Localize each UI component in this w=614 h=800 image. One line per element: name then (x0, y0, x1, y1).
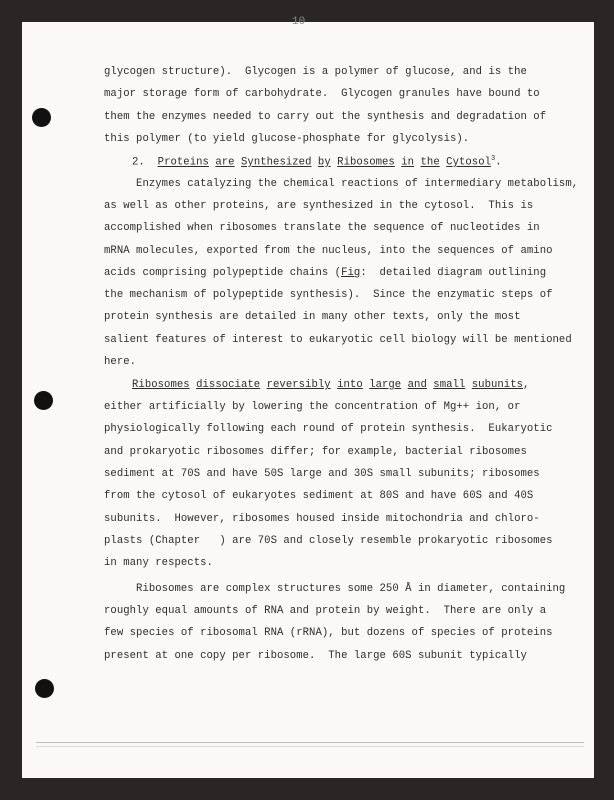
fig-line-post: : detailed diagram outlining (360, 267, 547, 279)
document-page (22, 16, 594, 778)
text-line: as well as other proteins, are synthesized in the cytosol. This is (104, 200, 534, 212)
heading-period: . (495, 156, 502, 169)
text-line: few species of ribosomal RNA (rRNA), but dozens of species of proteins (104, 627, 553, 639)
text-line: from the cytosol of eukaryotes sediment at 80S and have 60S and 40S (104, 490, 534, 502)
ribosome-heading-line (132, 379, 529, 391)
heading-word: Synthesized (241, 156, 312, 169)
text-line: present at one copy per ribosome. The large 60S subunit typically (104, 650, 527, 662)
text-line: glycogen structure). Glycogen is a polymer of glucose, and is the (104, 66, 527, 78)
text-line: them the enzymes needed to carry out the synthesis and degradation of (104, 111, 547, 123)
underlined-word: small (433, 379, 466, 391)
heading-word: Ribosomes (337, 156, 395, 169)
text-line: mRNA molecules, exported from the nucleus, into the sequences of amino (104, 245, 553, 257)
footnote-marker: 3 (491, 155, 496, 163)
text-line: in many respects. (104, 557, 213, 569)
footer-rule (36, 742, 584, 743)
text-line: subunits. However, ribosomes housed inside mitochondria and chloro- (104, 513, 540, 525)
underlined-word: into (337, 379, 363, 391)
punch-hole-top (32, 108, 51, 127)
text-line: physiologically following each round of protein synthesis. Eukaryotic (104, 423, 553, 435)
fig-reference: Fig (341, 267, 361, 279)
text-line: accomplished when ribosomes translate the sequence of nucleotides in (104, 222, 540, 234)
heading-word: are (215, 156, 235, 169)
heading-word: by (317, 156, 331, 169)
underlined-word: reversibly (266, 379, 331, 391)
text-line: protein synthesis are detailed in many other texts, only the most (104, 311, 521, 323)
text-line: here. (104, 356, 137, 368)
text-line: Ribosomes are complex structures some 250 Å in diameter, containing (104, 583, 566, 595)
underlined-word: large (369, 379, 402, 391)
text-line: Enzymes catalyzing the chemical reactions of intermediary metabolism, (104, 178, 579, 190)
page-number: 10 (292, 16, 306, 28)
section-heading (132, 155, 502, 169)
heading-number: 2. (132, 156, 145, 169)
text-line: either artificially by lowering the concentration of Mg++ ion, or (104, 401, 521, 413)
text-line-fig (104, 267, 546, 279)
heading-word: Proteins (157, 156, 209, 169)
fig-line-pre: acids comprising polypeptide chains ( (104, 267, 342, 279)
underlined-word: and (407, 379, 427, 391)
ribo-line-comma: , (523, 379, 530, 391)
text-line: salient features of interest to eukaryotic cell biology will be mentioned (104, 334, 572, 346)
text-line: sediment at 70S and have 50S large and 30S small subunits; ribosomes (104, 468, 540, 480)
underlined-word: dissociate (196, 379, 261, 391)
footer-rule-shadow (36, 746, 584, 747)
text-line: and prokaryotic ribosomes differ; for example, bacterial ribosomes (104, 446, 527, 458)
punch-hole-bottom (35, 679, 54, 698)
heading-word: Cytosol (446, 156, 492, 169)
text-line: roughly equal amounts of RNA and protein by weight. There are only a (104, 605, 547, 617)
punch-hole-middle (34, 391, 53, 410)
heading-word: in (401, 156, 415, 169)
underlined-word: Ribosomes (132, 379, 190, 391)
text-line: the mechanism of polypeptide synthesis). Since the enzymatic steps of (104, 289, 553, 301)
text-line: plasts (Chapter ) are 70S and closely resemble prokaryotic ribosomes (104, 535, 553, 547)
text-line: this polymer (to yield glucose-phosphate for glycolysis). (104, 133, 470, 145)
heading-word: the (420, 156, 440, 169)
text-line: major storage form of carbohydrate. Glycogen granules have bound to (104, 88, 540, 100)
underlined-word: subunits (471, 379, 524, 391)
